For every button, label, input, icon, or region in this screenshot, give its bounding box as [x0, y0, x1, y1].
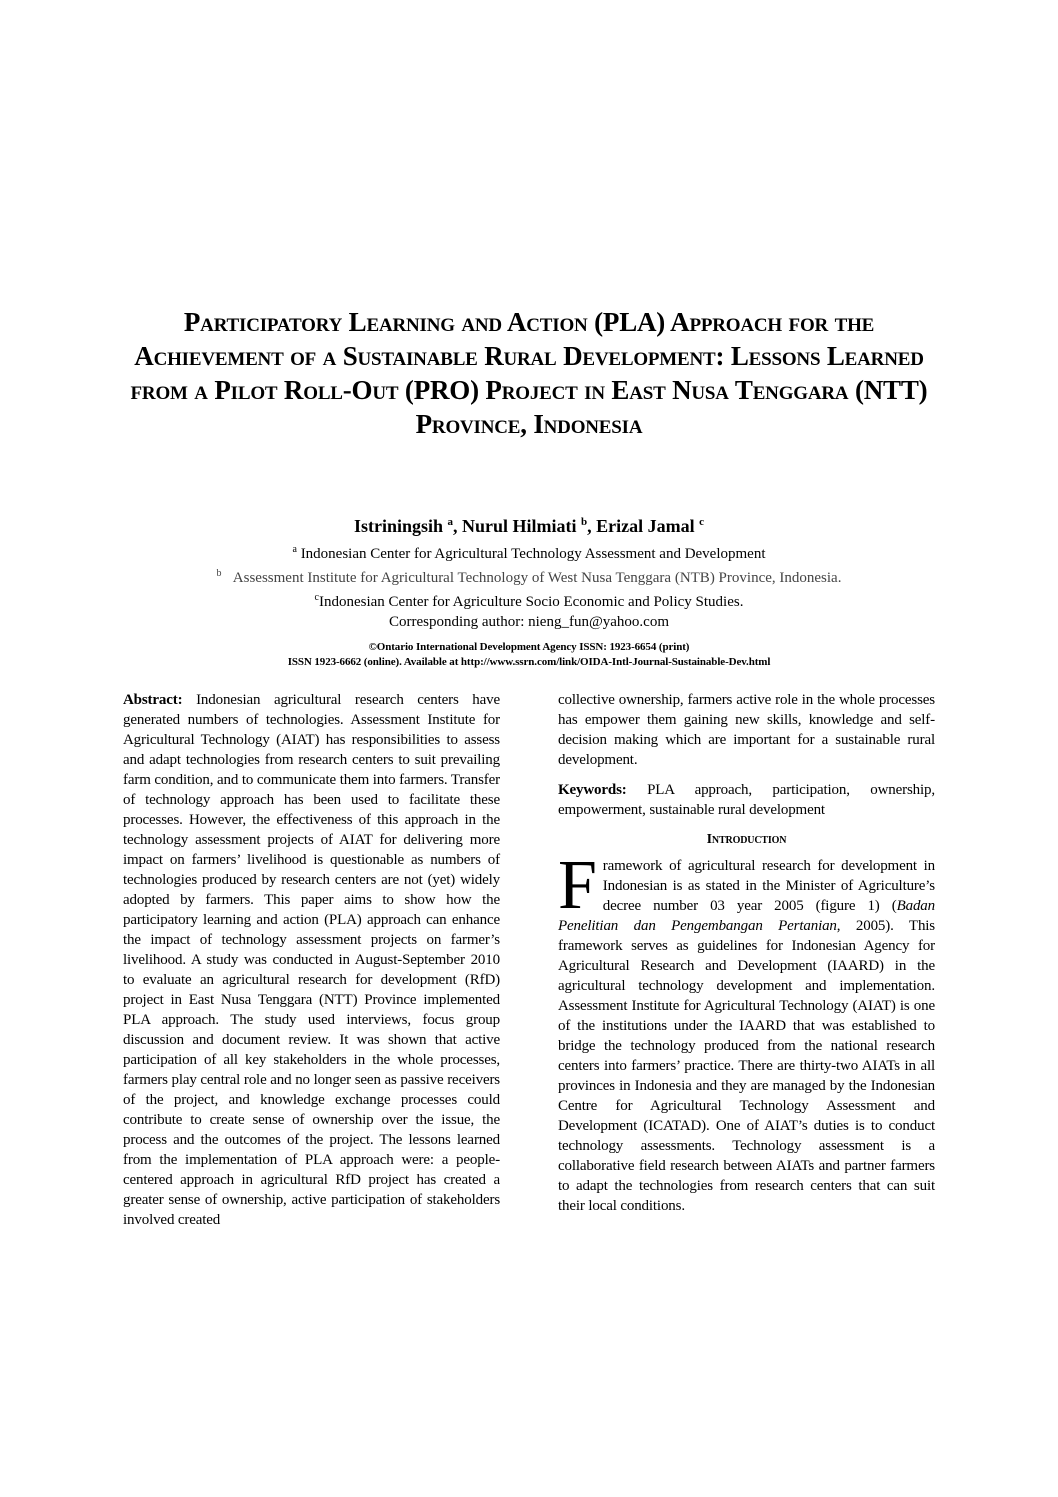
affiliation-a	[120, 540, 938, 564]
author-name: Erizal Jamal	[596, 516, 695, 536]
drop-cap: F	[558, 847, 597, 924]
keywords-label: Keywords:	[558, 782, 627, 798]
affiliation-c	[120, 588, 938, 612]
section-heading-introduction: Introduction	[706, 832, 787, 847]
keywords	[558, 780, 935, 820]
author-affiliation-mark: b	[581, 516, 588, 528]
corresponding-author[interactable]: Corresponding author: nieng_fun@yahoo.com	[388, 614, 669, 630]
affiliation-text: Assessment Institute for Agricultural Technology of West Nusa Tenggara (NTB) Province, Indonesia.	[232, 570, 842, 586]
affiliation-mark: a	[292, 544, 297, 555]
author-name: Nurul Hilmiati	[462, 516, 577, 536]
intro-text-italic: Badan Penelitian dan Pengembangan Pertanian	[558, 898, 935, 934]
affiliation-b	[120, 564, 938, 588]
abstract-label: Abstract:	[123, 692, 183, 708]
author-list: Istriningsih $^a$, Nurul Hilmiati $^b$, Erizal Jamal $^c$	[353, 516, 705, 536]
issn-block	[120, 640, 938, 670]
abstract-continued: collective ownership, farmers active role in the whole processes has empower them gaining new skills, knowledge and self-decision making which are important for a sustainable rural development.	[558, 692, 935, 768]
paper-title: Participatory Learning and Action (PLA) Approach for the Achievement of a Sustainable Rural Development: Lessons Learned from a Pilot Roll-Out (PRO) Project in East Nusa Tenggara (NTT) Province, Indonesia	[130, 307, 928, 439]
intro-text-b: , 2005). This framework serves as guidelines for Indonesian Agency for Agricultural Research and Development (IAARD) in the agricultural technology development and implementation. Assessment Institute for Agricultural Technology (AIAT) is one of the institutions under the IAARD that was established to bridge the technology produced from the national research centers into farmers’ practice. There are thirty-two AIATs in all provinces in Indonesia and they are managed by the Indonesian Centre for Agricultural Technology Assessment and Development (ICATAD). One of AIAT’s duties is to conduct technology assessments. Technology assessment is a collaborative field research between AIATs and partner farmers to adapt the technologies from research centers that can suit their local conditions.	[558, 918, 935, 1214]
issn-print: ©Ontario International Development Agency ISSN: 1923-6654 (print)	[368, 641, 690, 653]
abstract	[123, 690, 500, 1230]
intro-text-a: ramework of agricultural research for development in Indonesian is as stated in the Minister of Agriculture’s decree number 03 year 2005 (figure 1) (	[602, 858, 935, 914]
affiliation-text: Indonesian Center for Agriculture Socio Economic and Policy Studies.	[318, 594, 744, 610]
introduction-paragraph	[558, 847, 935, 1216]
affiliations	[120, 540, 938, 632]
issn-online-link[interactable]: ISSN 1923-6662 (online). Available at http://www.ssrn.com/link/OIDA-Intl-Journal-Sustainable-Dev.html	[287, 656, 771, 668]
author-affiliation-mark: a	[447, 516, 454, 528]
left-column	[123, 690, 500, 1230]
affiliation-mark: b	[216, 568, 222, 579]
affiliation-text: Indonesian Center for Agricultural Technology Assessment and Development	[300, 546, 766, 562]
author-name: Istriningsih	[353, 516, 444, 536]
right-column	[558, 690, 935, 1216]
abstract-text: Indonesian agricultural research centers have generated numbers of technologies. Assessment Institute for Agricultural Technology (AIAT) has responsibilities to assess and adapt technologies from research centers to suit prevailing farm condition, and to communicate them into farmers. Transfer of technology approach has been used to facilitate these processes. However, the effectiveness of this approach in the technology assessment projects of AIAT for delivering more impact on farmers’ livelihood is questionable as numbers of technologies produced by research centers are not (yet) widely adopted by farmers. This paper aims to show how the participatory learning and action (PLA) approach can enhance the impact of technology assessment projects on farmer’s livelihood. A study was conducted in August-September 2010 to evaluate an agricultural research for development (RfD) project in East Nusa Tenggara (NTT) Province implemented PLA approach. The study used interviews, focus group discussion and document review. It was shown that active participation of all key stakeholders in the whole processes, farmers play central role and no longer seen as passive receivers of the project, and knowledge exchange processes could contribute to create sense of ownership over the issue, the process and the outcomes of the project. The lessons learned from the implementation of PLA approach were: a people-centered approach in agricultural RfD project has created a greater sense of ownership, active participation of stakeholders involved created	[123, 692, 500, 1228]
affiliation-mark: c	[314, 592, 319, 603]
keywords-text: PLA approach, participation, ownership, empowerment, sustainable rural development	[558, 782, 935, 818]
author-affiliation-mark: c	[699, 516, 705, 528]
